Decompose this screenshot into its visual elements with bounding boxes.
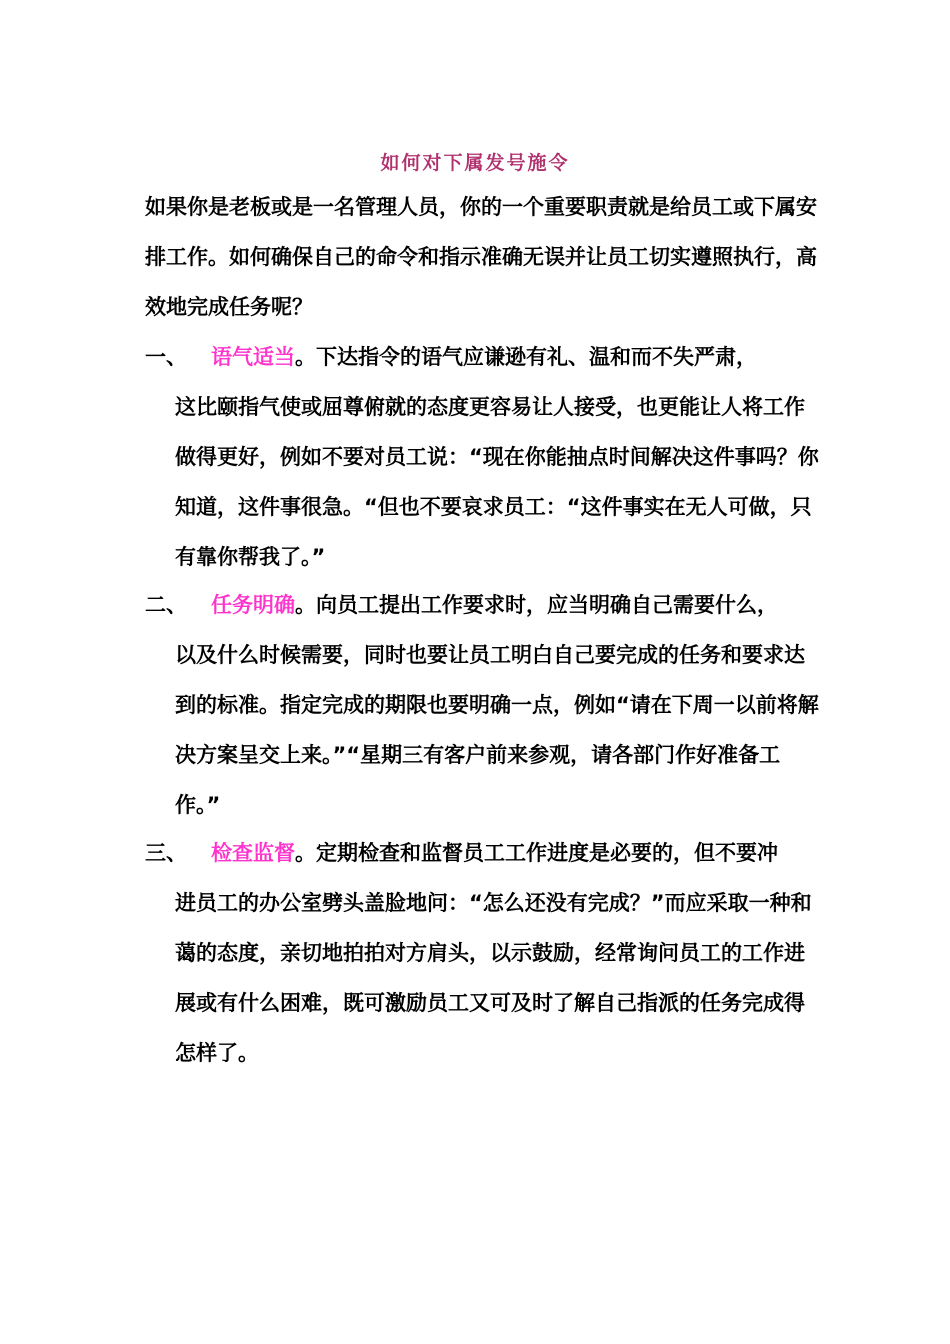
item-text: 这比颐指气使或屈尊俯就的态度更容易让人接受，也更能让人将工作做得更好，例如不要对员工说：“现在你能抽点时间解决这件事吗？你知道，这件事很急。“但也不要哀求员工：“这件事实在无人可做，只有靠你帮我了。” [175, 395, 819, 569]
item-heading: 检查监督 [211, 841, 295, 865]
item-heading: 任务明确 [211, 593, 295, 617]
list-item [145, 828, 845, 1078]
item-number: 三、 [145, 841, 187, 865]
item-first-text: 。定期检查和监督员工工作进度是必要的，但不要冲 [295, 841, 778, 865]
item-body [145, 828, 825, 1078]
item-first-line [175, 828, 825, 878]
item-body [145, 580, 825, 830]
intro-paragraph: 如果你是老板或是一名管理人员，你的一个重要职责就是给员工或下属安排工作。如何确保自己的命令和指示准确无误并让员工切实遵照执行，高效地完成任务呢？ [145, 195, 817, 319]
item-number: 二、 [145, 593, 187, 617]
item-body [145, 332, 825, 582]
item-number: 一、 [145, 345, 187, 369]
item-first-text: 。下达指令的语气应谦逊有礼、温和而不失严肃， [295, 345, 757, 369]
item-heading: 语气适当 [211, 345, 295, 369]
item-first-line [175, 580, 825, 630]
item-text: 以及什么时候需要，同时也要让员工明白自己要完成的任务和要求达到的标准。指定完成的期限也要明确一点，例如“请在下周一以前将解决方案呈交上来。”“星期三有客户前来参观，请各部门作好准备工作。” [175, 643, 819, 817]
item-first-text: 。向员工提出工作要求时，应当明确自己需要什么， [295, 593, 778, 617]
item-text: 进员工的办公室劈头盖脸地问：“怎么还没有完成？”而应采取一种和蔼的态度，亲切地拍拍对方肩头，以示鼓励，经常询问员工的工作进展或有什么困难，既可激励员工又可及时了解自己指派的任务完成得怎样了。 [175, 891, 812, 1065]
list-item [145, 332, 845, 582]
item-first-line [175, 332, 825, 382]
document-title: 如何对下属发号施令 [380, 152, 570, 174]
list-item [145, 580, 845, 830]
